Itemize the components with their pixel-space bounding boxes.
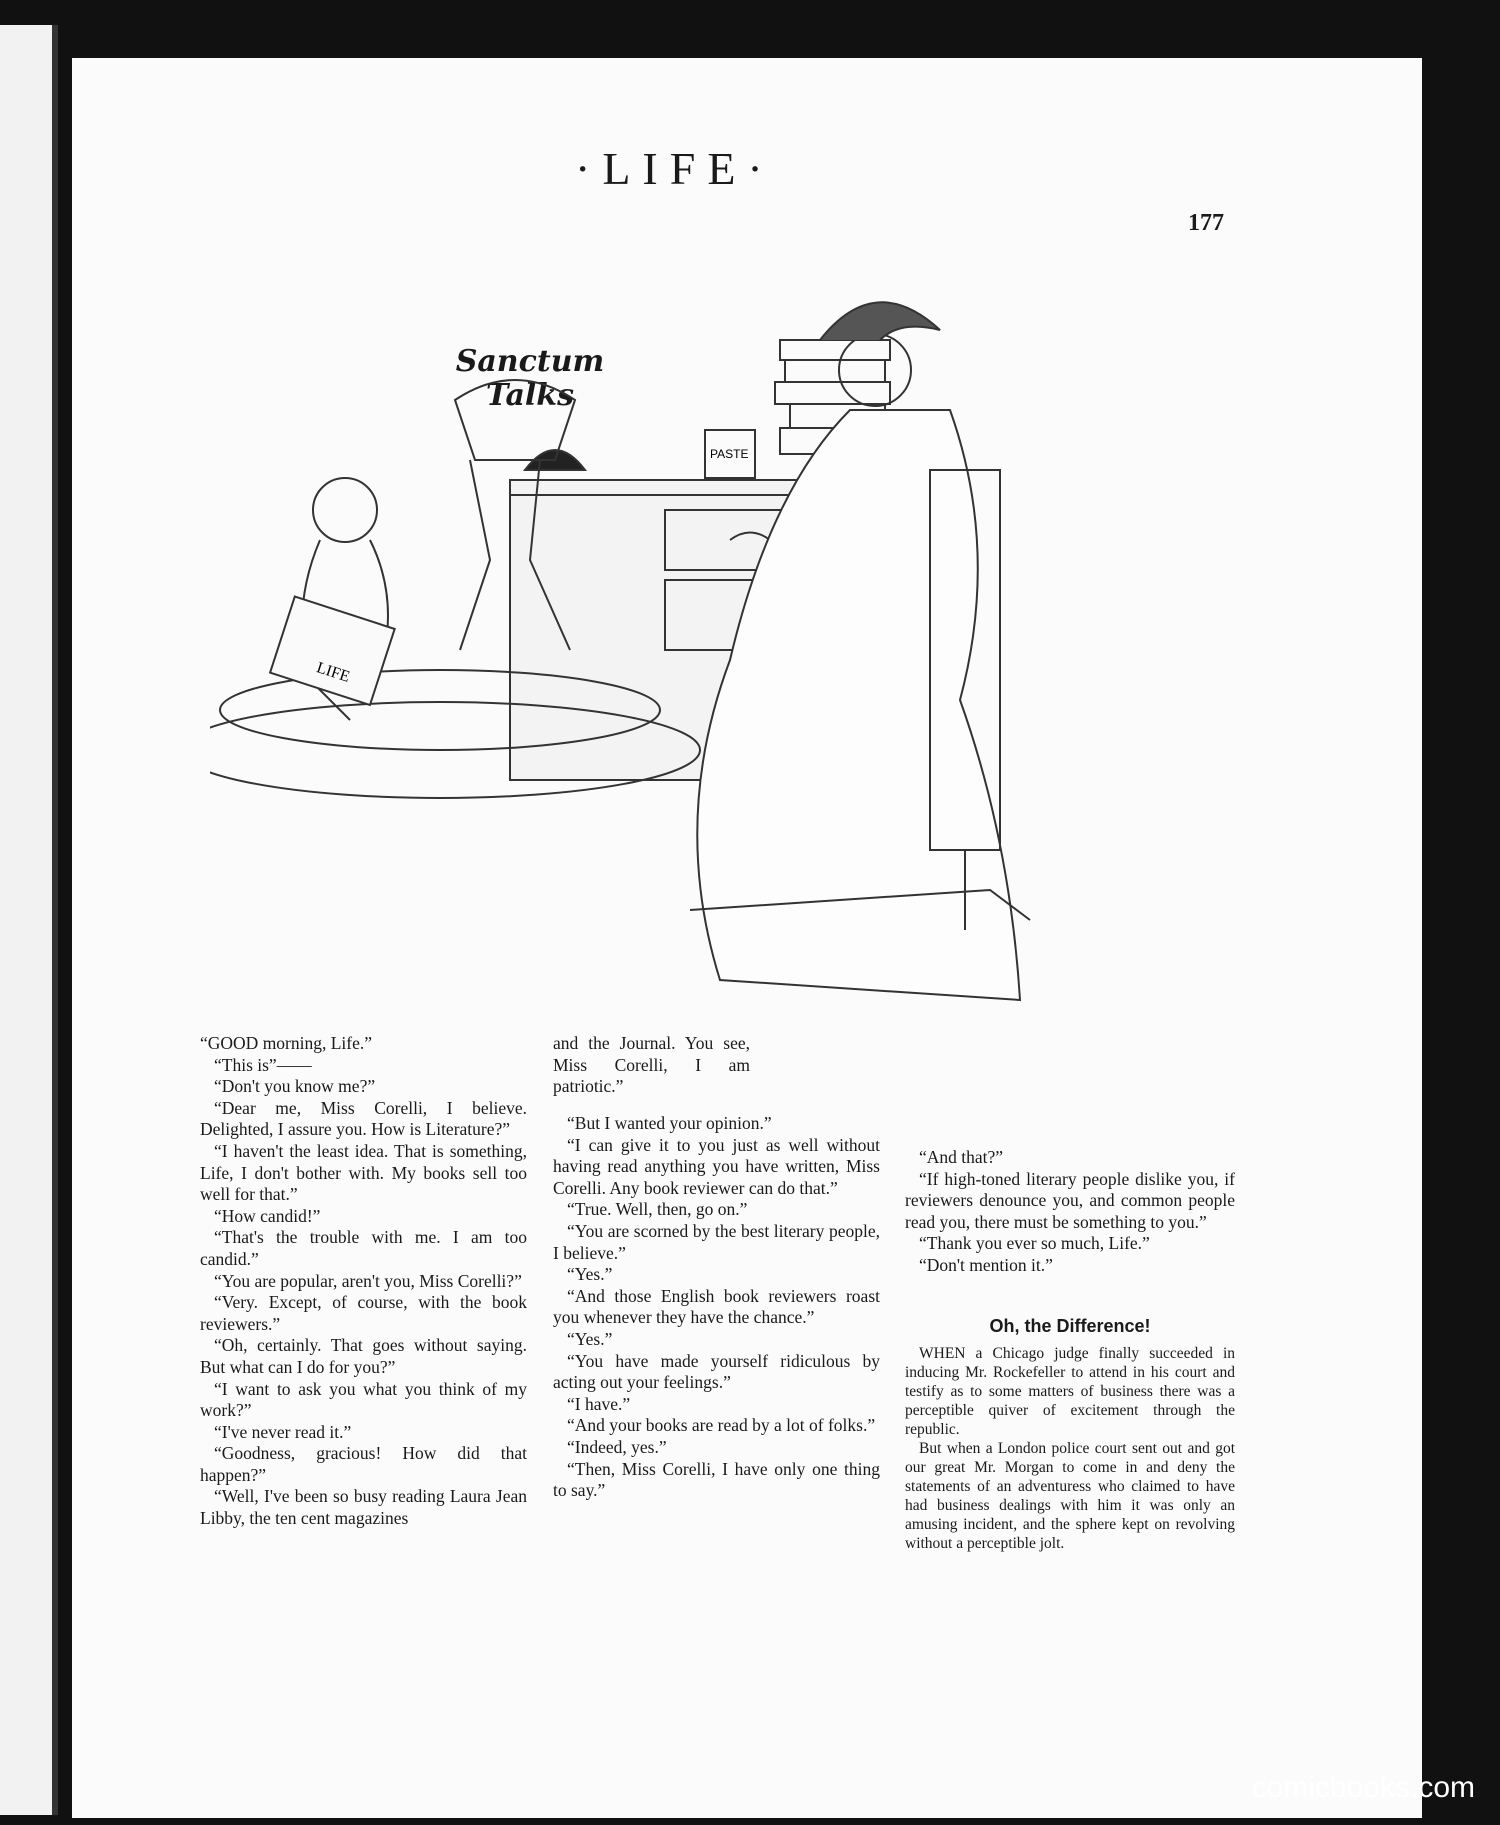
paragraph: “You are scorned by the best literary people, I believe.” [553, 1220, 880, 1263]
paragraph: “GOOD morning, Life.” [200, 1033, 373, 1053]
paragraph: “Indeed, yes.” [567, 1436, 667, 1457]
paragraph: “This is”—— [214, 1054, 312, 1075]
paragraph: “I haven't the least idea. That is something, Life, I don't bother with. My books sell too well for that.” [200, 1140, 527, 1205]
paragraph: “But I wanted your opinion.” [567, 1113, 772, 1133]
paragraph: “Don't you know me?” [214, 1076, 376, 1097]
paragraph: “Don't mention it.” [919, 1254, 1053, 1275]
paragraph: “Dear me, Miss Corelli, I believe. Delighted, I assure you. How is Literature?” [200, 1097, 527, 1140]
paragraph: “And that?” [919, 1147, 1004, 1167]
paragraph: “Very. Except, of course, with the book reviewers.” [200, 1292, 527, 1334]
sidebar-article [905, 1344, 1235, 1553]
paragraph: “And those English book reviewers roast you whenever they have the chance.” [553, 1285, 880, 1328]
article-column-2 [553, 1113, 880, 1502]
book-label: LIFE [314, 659, 352, 686]
paragraph: “Goodness, gracious! How did that happen?” [200, 1443, 527, 1485]
paragraph: But when a London police court sent out and got our great Mr. Morgan to come in and deny the statements of an adventuress who claimed to have had business dealings with him it was only an amusing incident, and the sphere kept on revolving without a perceptible jolt. [905, 1440, 1235, 1552]
paragraph: “How candid!” [214, 1205, 321, 1226]
paragraph: “Well, I've been so busy reading Laura Jean Libby, the ten cent magazines [200, 1486, 527, 1529]
paragraph: “Yes.” [567, 1264, 613, 1285]
paragraph: “I have.” [567, 1393, 631, 1414]
facing-page-edge [0, 25, 58, 1815]
paragraph: “That's the trouble with me. I am too candid.” [200, 1227, 527, 1269]
paragraph: “If high-toned literary people dislike you, if reviewers denounce you, and common people read you, there must be something to you.” [905, 1168, 1235, 1232]
paragraph: “Yes.” [567, 1328, 613, 1349]
paragraph: “Oh, certainly. That goes without saying. But what can I do for you?” [200, 1335, 527, 1377]
feature-title-line-2: Talks [486, 378, 574, 413]
paragraph: “Thank you ever so much, Life.” [919, 1233, 1150, 1254]
article-column-2-top [553, 1033, 750, 1098]
paragraph: WHEN a Chicago judge finally succeeded in inducing Mr. Rockefeller to attend in his court and testify as to some matters of business there was a perceptible quiver of excitement through the republic. [905, 1345, 1235, 1438]
sidebar-title: Oh, the Difference! [989, 1316, 1151, 1336]
paragraph: “I can give it to you just as well without having read anything you have written, Miss Corelli. Any book reviewer can do that.” [553, 1134, 880, 1198]
paragraph: and the Journal. You see, Miss Corelli, I am patriotic.” [553, 1033, 750, 1097]
paragraph: “You are popular, aren't you, Miss Corelli?” [214, 1270, 522, 1291]
paragraph: “And your books are read by a lot of folks.” [567, 1415, 876, 1436]
paragraph: “Then, Miss Corelli, I have only one thing to say.” [553, 1458, 880, 1501]
paragraph: “True. Well, then, go on.” [567, 1199, 748, 1220]
paste-jar-label: PASTE [710, 447, 749, 461]
feature-title-line-1: Sanctum [455, 344, 605, 379]
paragraph: “You have made yourself ridiculous by acting out your feelings.” [553, 1350, 880, 1393]
page-number: 177 [1188, 210, 1224, 236]
paragraph: “I've never read it.” [214, 1421, 352, 1442]
sanctum-illustration [210, 280, 1245, 1110]
article-column-3 [905, 1147, 1235, 1277]
paragraph: “I want to ask you what you think of my work?” [200, 1378, 527, 1421]
masthead: ·LIFE· [575, 143, 775, 194]
watermark: comicbooks.com [1251, 1771, 1475, 1804]
article-column-1 [200, 1033, 527, 1530]
